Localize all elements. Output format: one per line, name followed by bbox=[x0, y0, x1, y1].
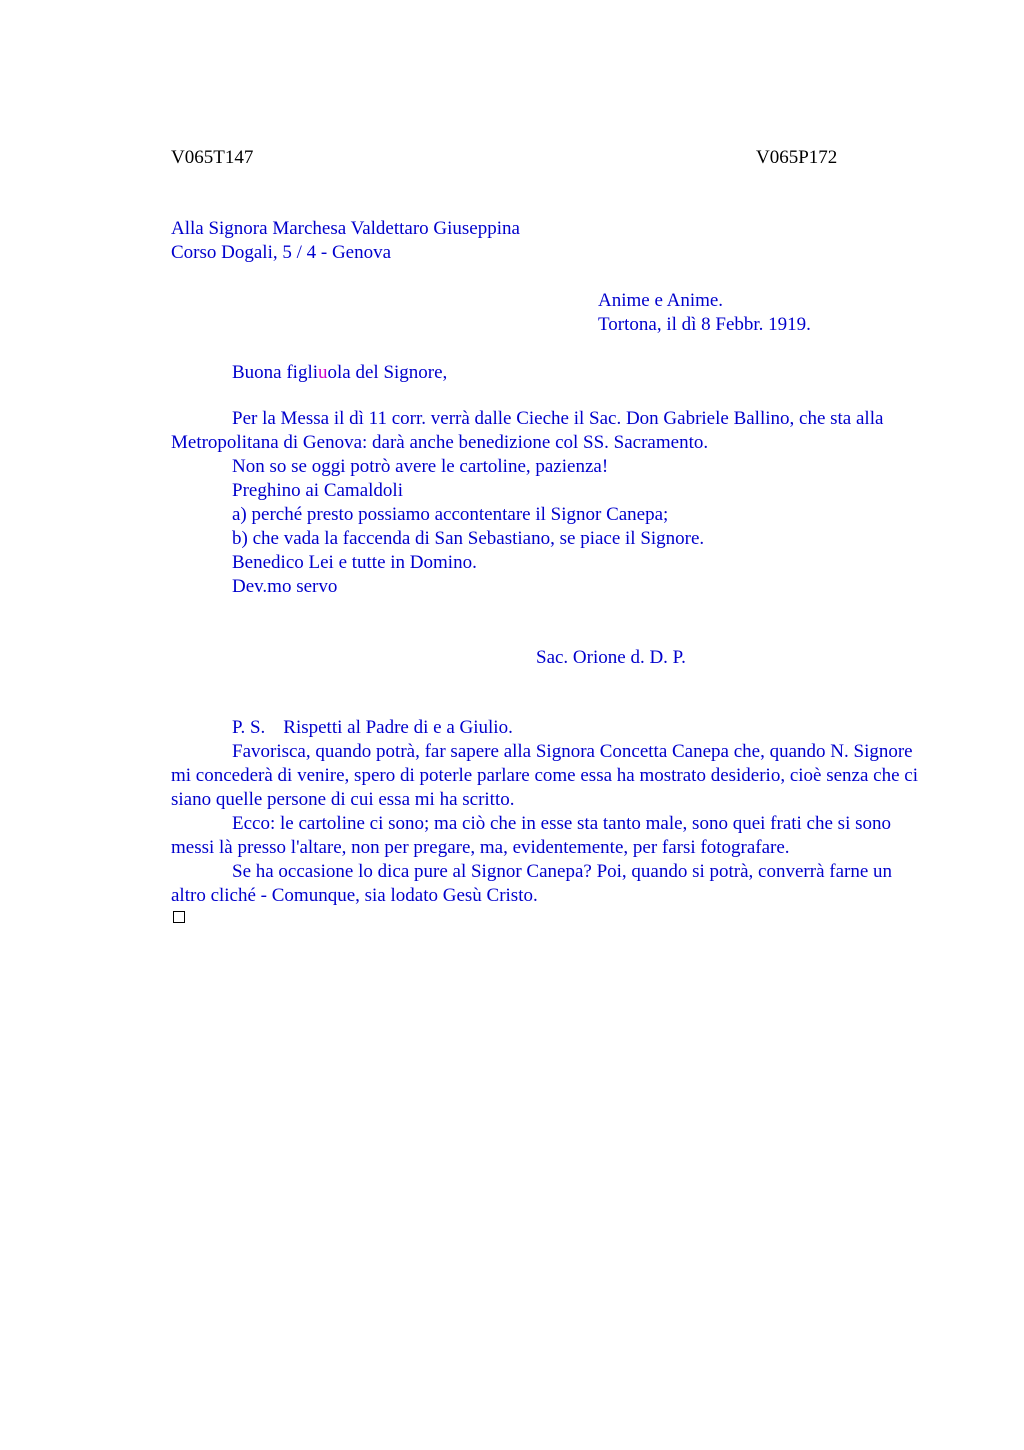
document-code-right: V065P172 bbox=[756, 147, 838, 168]
date-line: Tortona, il dì 8 Febbr. 1919. bbox=[598, 314, 811, 335]
postscript-label: P. S. bbox=[232, 717, 266, 738]
postscript-paragraph-2: Favorisca, quando potrà, far sapere alla Signora Concetta Canepa che, quando N. Signore mi concederà di venire, spero di poterle parlare come essa ha mostrato desiderio, cioè senza che ci siano quelle persone di cui essa mi ha scritto. bbox=[171, 741, 919, 810]
salutation-part-2: ola del Signore, bbox=[327, 362, 448, 383]
salutation-part-1: Buona figli bbox=[232, 362, 319, 383]
end-marker-box-icon bbox=[173, 911, 185, 923]
document-code-left: V065T147 bbox=[171, 147, 254, 168]
body-blessing: Benedico Lei e tutte in Domino. bbox=[232, 552, 477, 573]
body-paragraph-2: Non so se oggi potrò avere le cartoline, pazienza! bbox=[232, 456, 609, 477]
body-list-item-b: b) che vada la faccenda di San Sebastiano, se piace il Signore. bbox=[232, 528, 705, 549]
postscript-first-line bbox=[171, 716, 931, 740]
body-closing: Dev.mo servo bbox=[232, 576, 338, 597]
body-list-item-a: a) perché presto possiamo accontentare il Signor Canepa; bbox=[232, 504, 669, 525]
postscript-paragraph-3: Ecco: le cartoline ci sono; ma ciò che in esse sta tanto male, sono quei frati che si sono messi là presso l'altare, non per pregare, ma, evidentemente, per farsi fotografare. bbox=[171, 813, 891, 858]
postscript bbox=[171, 716, 931, 908]
recipient-address-line-1: Alla Signora Marchesa Valdettaro Giuseppina bbox=[171, 218, 520, 239]
postscript-paragraph-4: Se ha occasione lo dica pure al Signor Canepa? Poi, quando si potrà, converrà farne un altro cliché - Comunque, sia lodato Gesù Cristo. bbox=[171, 861, 893, 906]
signature: Sac. Orione d. D. P. bbox=[536, 647, 686, 668]
postscript-first-text: Rispetti al Padre di e a Giulio. bbox=[283, 717, 513, 738]
body-paragraph-3: Preghino ai Camaldoli bbox=[232, 480, 403, 501]
place-line: Anime e Anime. bbox=[598, 290, 724, 311]
body-paragraph-1: Per la Messa il dì 11 corr. verrà dalle Cieche il Sac. Don Gabriele Ballino, che sta alla Metropolitana di Genova: darà anche benedizione col SS. Sacramento. bbox=[171, 408, 884, 453]
salutation bbox=[232, 361, 447, 385]
recipient-address-line-2: Corso Dogali, 5 / 4 - Genova bbox=[171, 242, 392, 263]
salutation-highlight: u bbox=[318, 362, 328, 383]
letter-body bbox=[171, 407, 931, 599]
